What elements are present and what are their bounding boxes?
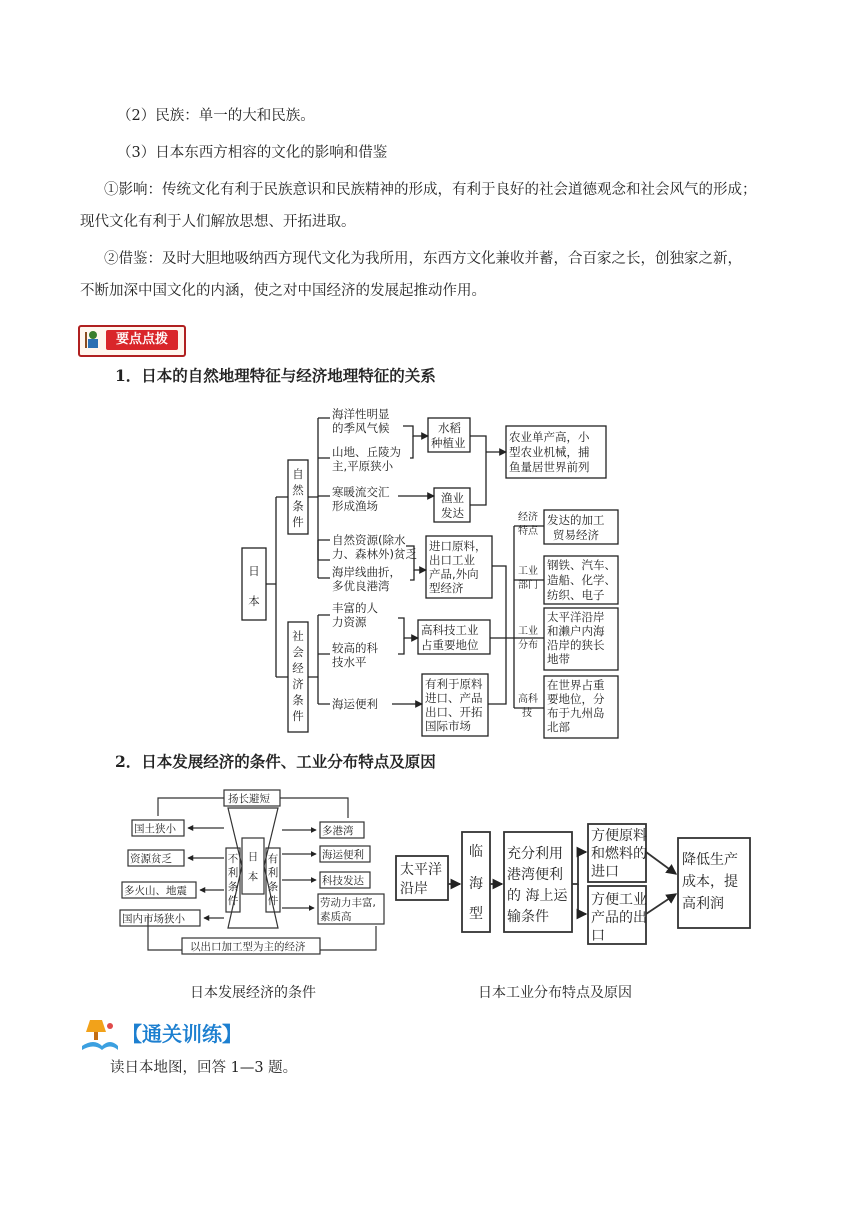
trade-box	[429, 539, 487, 595]
svg-text:主,平原狭小: 主,平原狭小	[332, 459, 394, 473]
industry-sectors-box	[547, 558, 616, 602]
svg-text:寒暖流交汇: 寒暖流交汇	[332, 485, 390, 499]
svg-text:造船、化学、: 造船、化学、	[547, 573, 616, 587]
svg-text:太平洋: 太平洋	[400, 862, 442, 878]
svg-text:技: 技	[522, 708, 532, 719]
svg-text:不: 不	[227, 853, 239, 865]
agriculture-box	[509, 430, 590, 474]
svg-text:成本，提: 成本，提	[682, 874, 738, 890]
svg-text:高科技工业: 高科技工业	[421, 623, 479, 637]
svg-text:技水平: 技水平	[332, 655, 367, 669]
lamp-book-icon	[80, 1016, 120, 1052]
shipping-text	[332, 697, 378, 711]
econ-feature-label	[518, 510, 539, 537]
teacher-icon	[83, 330, 103, 350]
svg-text:有利于原料: 有利于原料	[425, 677, 483, 691]
svg-text:临: 临	[469, 844, 483, 860]
svg-text:件: 件	[292, 515, 304, 529]
caption-industry: 日本工业分布特点及原因	[478, 985, 632, 1001]
bottom-label: 以出口加工型为主的经济	[190, 941, 306, 953]
svg-text:占重要地位: 占重要地位	[421, 638, 479, 652]
svg-text:的季风气候: 的季风气候	[332, 421, 390, 435]
rice-box	[431, 421, 466, 450]
svg-text:海运便利: 海运便利	[332, 697, 378, 711]
svg-text:海岸线曲折，: 海岸线曲折，	[332, 565, 401, 579]
import-box	[591, 828, 647, 880]
paragraph-reference-line2: 不断加深中国文化的内涵，使之对中国经济的发展起推动作用。	[80, 283, 486, 299]
svg-text:较高的科: 较高的科	[332, 641, 378, 655]
svg-text:部门: 部门	[518, 580, 538, 591]
svg-text:条: 条	[267, 881, 279, 893]
svg-text:沿岸的狭长: 沿岸的狭长	[547, 638, 605, 652]
svg-text:工业: 工业	[518, 626, 538, 637]
root-label	[248, 564, 260, 608]
svg-text:钢铁、汽车、: 钢铁、汽车、	[547, 558, 616, 572]
svg-text:进口: 进口	[591, 864, 619, 880]
svg-text:农业单产高，小: 农业单产高，小	[509, 430, 590, 444]
economic-conditions-diagram	[118, 786, 388, 956]
svg-text:形成渔场: 形成渔场	[332, 499, 378, 513]
svg-text:港湾便利: 港湾便利	[507, 867, 563, 883]
labor-text	[332, 601, 378, 629]
kyushu-box	[547, 678, 605, 734]
svg-text:工业: 工业	[518, 566, 538, 577]
pacific-coast-box	[400, 861, 442, 897]
svg-text:有: 有	[267, 853, 279, 865]
center-ben: 本	[247, 871, 259, 883]
svg-text:山地、丘陵为: 山地、丘陵为	[332, 445, 401, 459]
hitech-box	[421, 623, 479, 652]
svg-text:利: 利	[227, 867, 239, 879]
svg-text:要地位，分: 要地位，分	[547, 692, 605, 706]
section2-heading: 2．日本发展经济的条件、工业分布特点及原因	[115, 752, 436, 771]
svg-text:种植业: 种植业	[431, 436, 466, 450]
natural-economic-diagram	[238, 400, 622, 742]
svg-text:然: 然	[292, 483, 304, 497]
key-points-badge	[78, 325, 186, 357]
svg-text:海洋性明显: 海洋性明显	[332, 407, 390, 421]
svg-text:渔业: 渔业	[441, 491, 464, 505]
coastline-text	[332, 565, 401, 593]
svg-text:高科: 高科	[518, 694, 538, 705]
svg-text:纺织、电子: 纺织、电子	[547, 588, 605, 602]
svg-text:出口、开拓: 出口、开拓	[425, 705, 483, 719]
social-label	[292, 629, 304, 723]
svg-text:型经济: 型经济	[429, 581, 464, 595]
center-ri: 日	[247, 851, 259, 863]
svg-text:自: 自	[292, 467, 304, 481]
svg-text:充分利用: 充分利用	[507, 846, 563, 862]
svg-text:地带: 地带	[547, 652, 570, 666]
svg-text:自然资源(除水: 自然资源(除水	[332, 533, 406, 547]
paragraph-influence-line1: ①影响：传统文化有利于民族意识和民族精神的形成，有利于良好的社会道德观念和社会风气的形成；	[104, 182, 757, 198]
svg-text:经济: 经济	[518, 512, 538, 523]
svg-text:口: 口	[591, 928, 605, 944]
right-item-1: 多港湾	[322, 825, 354, 837]
svg-text:进口、产品: 进口、产品	[425, 691, 483, 705]
svg-text:型: 型	[469, 906, 483, 922]
industry-sector-label	[518, 564, 538, 591]
paragraph-ethnicity: （2）民族：单一的大和民族。	[117, 108, 315, 124]
monsoon-text	[332, 407, 390, 435]
port-box	[425, 677, 483, 733]
port-usage-box	[507, 845, 568, 925]
svg-text:特点: 特点	[518, 526, 538, 537]
paragraph-influence-line2: 现代文化有利于人们解放思想、开拓进取。	[80, 214, 356, 230]
left-item-4: 国内市场狭小	[122, 913, 185, 925]
left-item-1: 国土狭小	[134, 823, 176, 835]
tech-text	[332, 641, 378, 669]
svg-text:力资源: 力资源	[332, 615, 367, 629]
fishery-box	[441, 491, 464, 520]
svg-text:经: 经	[292, 661, 304, 675]
right-item-4b: 素质高	[320, 911, 352, 923]
svg-text:条: 条	[292, 499, 304, 513]
svg-text:利: 利	[267, 867, 279, 879]
badge-label: 要点点拨	[106, 330, 178, 350]
svg-text:日: 日	[248, 564, 260, 578]
svg-text:和濑户内海: 和濑户内海	[547, 624, 605, 638]
svg-text:多优良港湾: 多优良港湾	[332, 579, 390, 593]
terrain-text	[332, 445, 401, 473]
svg-text:会: 会	[292, 645, 304, 659]
svg-text:出口工业: 出口工业	[429, 553, 475, 567]
svg-text:发达的加工: 发达的加工	[547, 513, 605, 527]
svg-text:发达: 发达	[441, 506, 464, 520]
svg-text:北部: 北部	[547, 720, 570, 734]
svg-text:降低生产: 降低生产	[682, 852, 738, 868]
favorable-label	[268, 852, 279, 907]
svg-text:件: 件	[267, 895, 279, 907]
svg-text:丰富的人: 丰富的人	[332, 601, 378, 615]
unfavorable-label	[228, 853, 239, 907]
svg-text:输条件: 输条件	[507, 909, 549, 925]
question-prompt: 读日本地图，回答 1—3 题。	[110, 1060, 298, 1076]
natural-label	[292, 467, 304, 529]
svg-text:件: 件	[227, 895, 239, 907]
svg-text:分布: 分布	[518, 640, 538, 651]
svg-text:条: 条	[292, 693, 304, 707]
processing-trade-box	[547, 513, 605, 542]
svg-text:和燃料的: 和燃料的	[591, 846, 647, 862]
coastal-type-box	[469, 844, 483, 922]
svg-text:进口原料，: 进口原料，	[429, 539, 487, 553]
right-item-4a: 劳动力丰富,	[320, 897, 376, 909]
svg-text:济: 济	[292, 677, 304, 691]
svg-text:条: 条	[227, 881, 239, 893]
export-box	[591, 892, 647, 944]
svg-text:件: 件	[292, 709, 304, 723]
svg-text:产品的出: 产品的出	[591, 910, 647, 926]
left-item-2: 资源贫乏	[130, 853, 172, 865]
svg-text:贸易经济: 贸易经济	[553, 528, 599, 542]
svg-text:方便工业: 方便工业	[591, 892, 647, 908]
svg-text:本: 本	[248, 594, 260, 608]
left-item-3: 多火山、地震	[124, 885, 187, 897]
right-item-2: 海运便利	[322, 849, 364, 861]
svg-text:太平洋沿岸: 太平洋沿岸	[547, 610, 605, 624]
pacific-belt-box	[547, 610, 605, 666]
svg-text:的 海上运: 的 海上运	[507, 888, 568, 904]
svg-text:鱼量居世界前列: 鱼量居世界前列	[509, 460, 590, 474]
caption-conditions: 日本发展经济的条件	[190, 985, 316, 1001]
currents-text	[332, 485, 390, 513]
hitech-label	[518, 692, 538, 719]
svg-text:高利润: 高利润	[682, 896, 724, 912]
svg-text:社: 社	[292, 629, 304, 643]
svg-text:产品,外向: 产品,外向	[429, 567, 479, 581]
svg-text:水稻: 水稻	[438, 421, 461, 435]
svg-text:国际市场: 国际市场	[425, 719, 471, 733]
industry-distribution-diagram	[392, 812, 754, 946]
svg-text:方便原料: 方便原料	[591, 828, 647, 844]
svg-text:力、森林外)贫乏: 力、森林外)贫乏	[332, 547, 417, 561]
svg-text:沿岸: 沿岸	[400, 881, 428, 897]
svg-text:在世界占重: 在世界占重	[547, 678, 605, 692]
resources-text	[332, 533, 417, 561]
svg-text:型农业机械，捕: 型农业机械，捕	[509, 445, 590, 459]
section1-heading: 1．日本的自然地理特征与经济地理特征的关系	[115, 366, 436, 385]
paragraph-culture-heading: （3）日本东西方相容的文化的影响和借鉴	[117, 145, 388, 161]
right-item-3: 科技发达	[322, 875, 364, 887]
cost-box	[682, 851, 738, 912]
training-title: 【通关训练】	[122, 1022, 242, 1046]
paragraph-reference-line1: ②借鉴：及时大胆地吸纳西方现代文化为我所用，东西方文化兼收并蓄，合百家之长，创独家之新，	[104, 251, 742, 267]
top-label: 扬长避短	[228, 793, 270, 805]
svg-text:海: 海	[469, 876, 483, 892]
svg-text:布于九州岛: 布于九州岛	[547, 706, 605, 720]
